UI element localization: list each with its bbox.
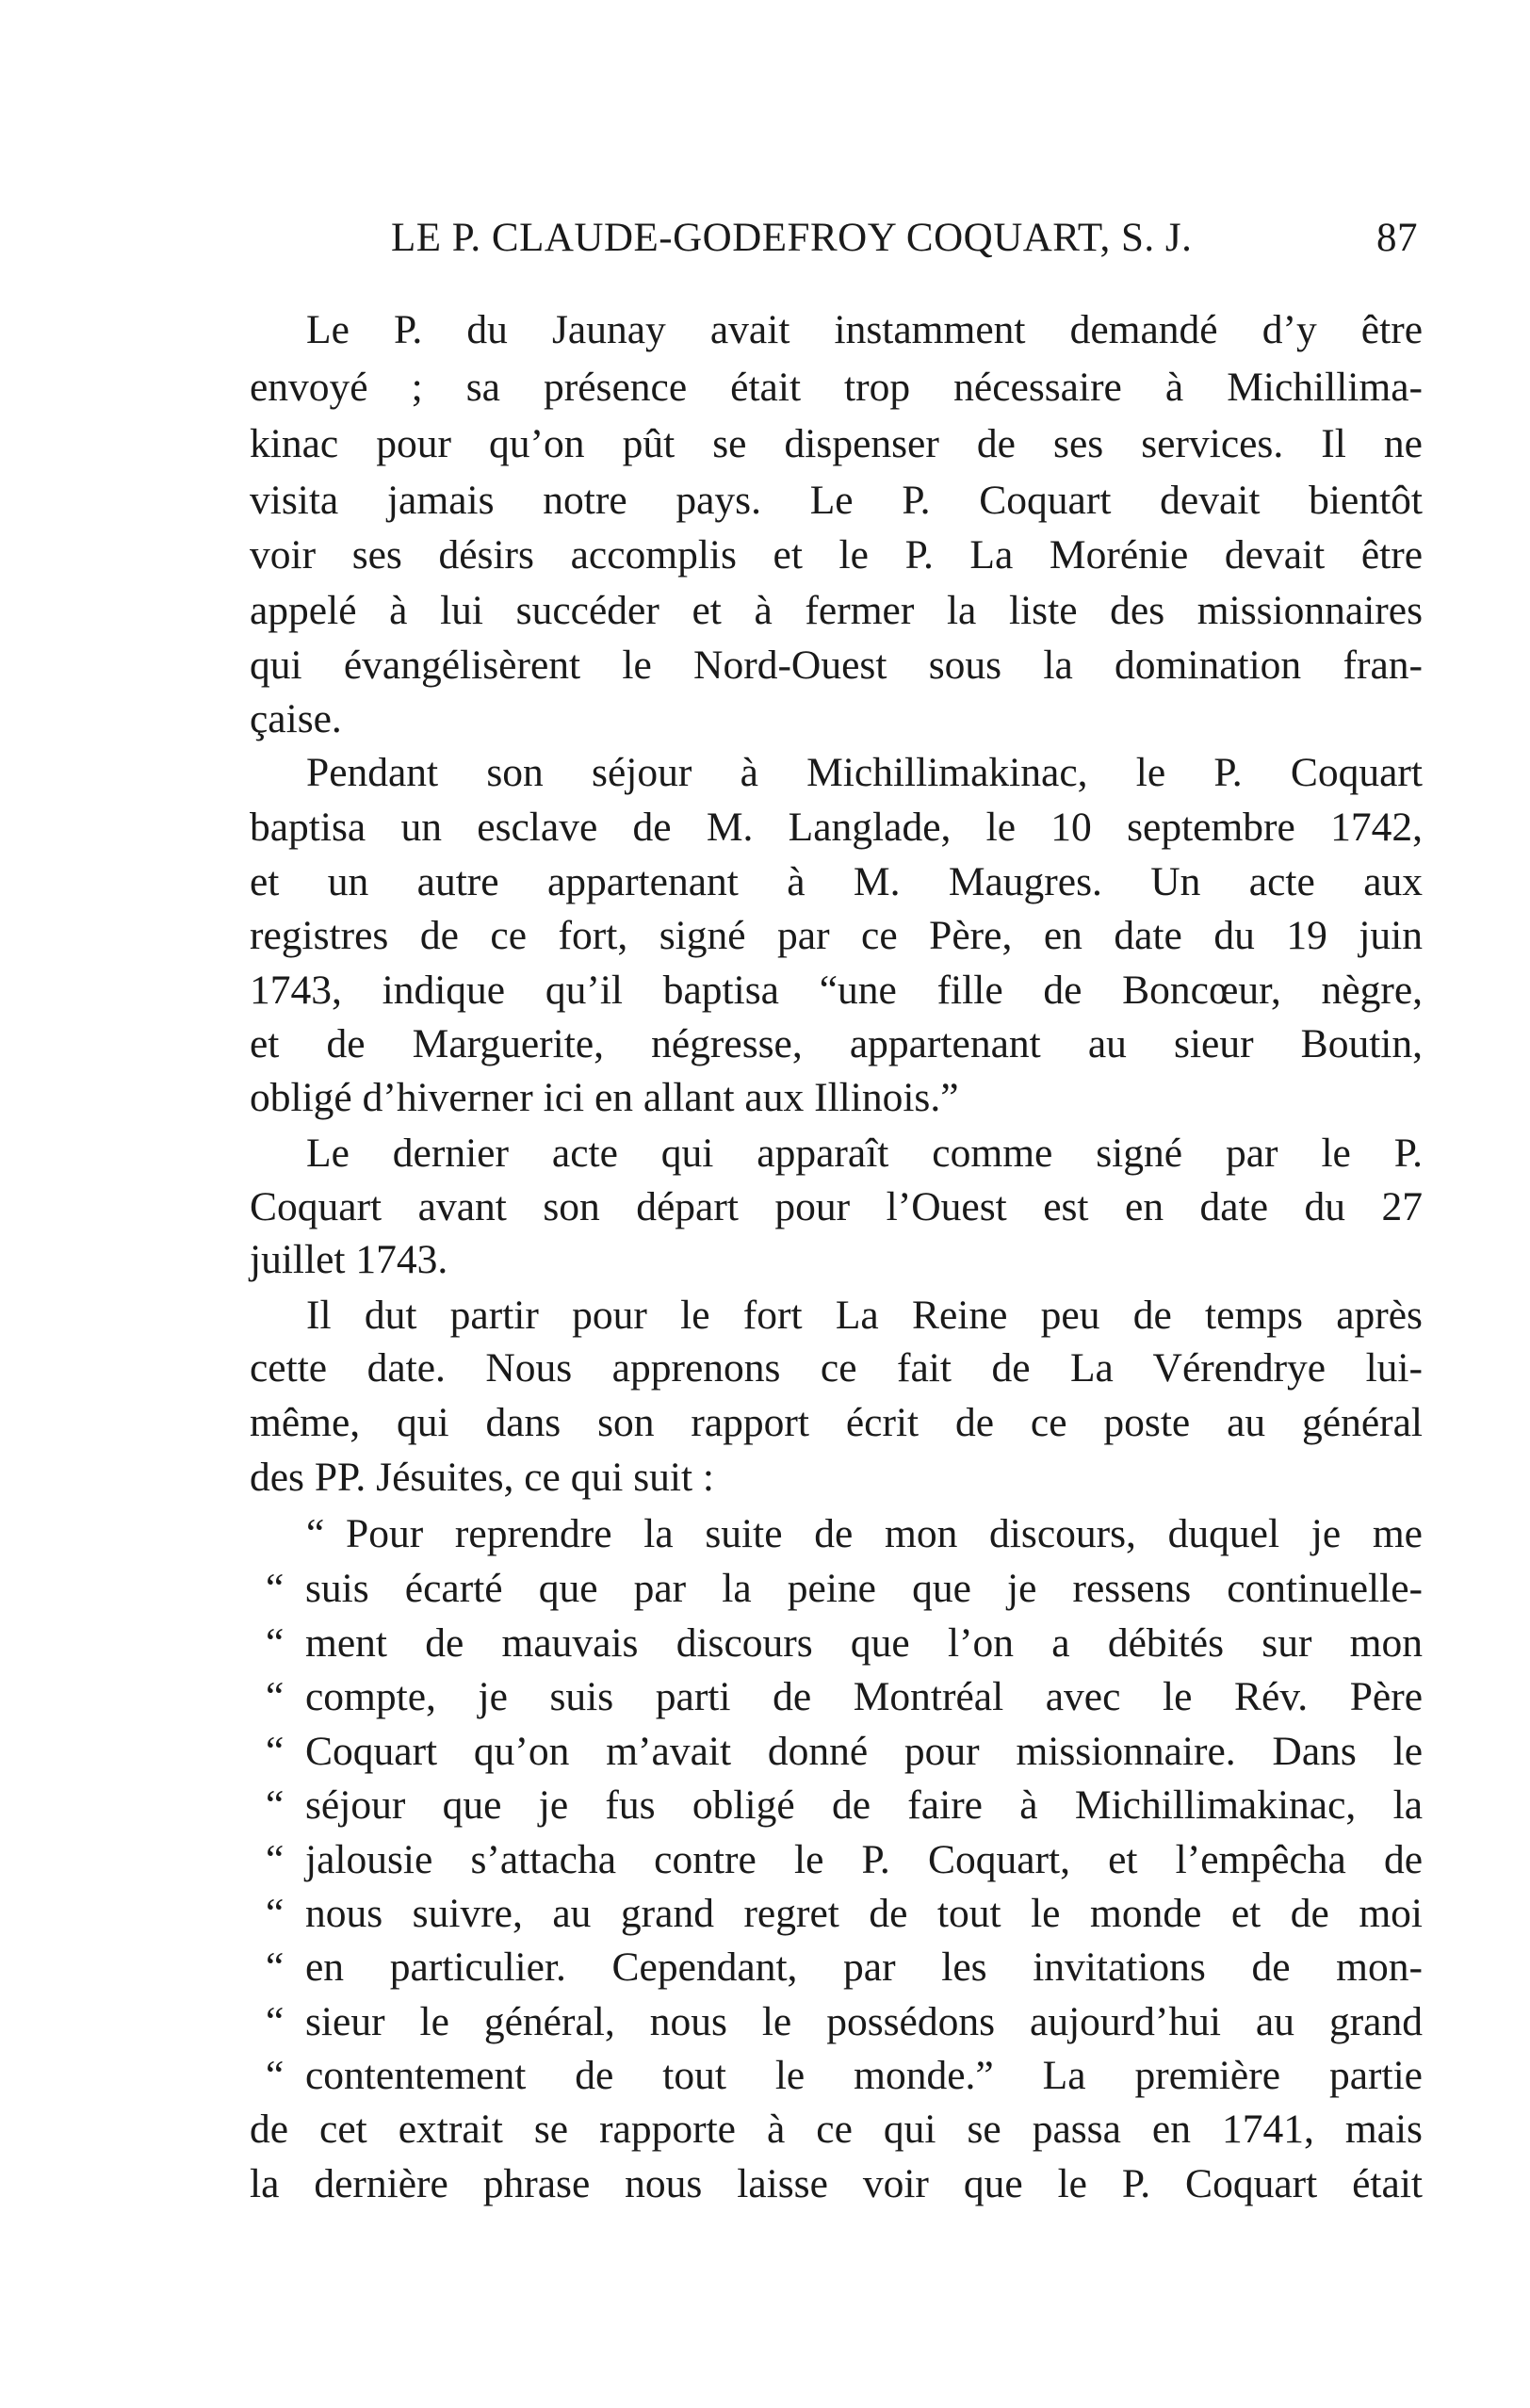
quote-line — [306, 1507, 1423, 1560]
quote-mark: “ — [266, 1674, 285, 1719]
text-line: appelé à lui succéder et à fermer la liste des missionnaires — [250, 588, 1423, 633]
text-line: la dernière phrase nous laisse voir que le P. Coquart était — [250, 2161, 1423, 2206]
text-line: Le P. du Jaunay avait instamment demandé d’y être — [306, 307, 1423, 352]
quote-mark: “ — [266, 1837, 285, 1882]
text-line: Coquart avant son départ pour l’Ouest est en date du 27 — [250, 1184, 1423, 1229]
quote-line — [266, 1670, 1423, 1723]
quote-text: ment de mauvais discours que l’on a débités sur mon — [305, 1620, 1423, 1666]
quote-line — [266, 1941, 1423, 1993]
quote-mark: “ — [266, 2053, 285, 2098]
text-line: des PP. Jésuites, ce qui suit : — [250, 1455, 715, 1500]
quote-mark: “ — [266, 1999, 285, 2044]
quote-text: jalousie s’attacha contre le P. Coquart, et l’empêcha de — [305, 1837, 1423, 1882]
text-line: juillet 1743. — [250, 1237, 448, 1282]
running-head-title: LE P. CLAUDE-GODEFROY COQUART, S. J. — [391, 216, 1193, 260]
text-line: obligé d’hiverner ici en allant aux Illinois.” — [250, 1075, 959, 1120]
quote-mark: “ — [266, 1620, 285, 1666]
text-line: visita jamais notre pays. Le P. Coquart devait bientôt — [250, 478, 1423, 523]
quote-line — [266, 1779, 1423, 1831]
text-line: registres de ce fort, signé par ce Père, en date du 19 juin — [250, 913, 1423, 958]
text-line: même, qui dans son rapport écrit de ce poste au général — [250, 1400, 1423, 1445]
quote-line — [266, 2049, 1423, 2102]
text-line: qui évangélisèrent le Nord-Ouest sous la domination fran- — [250, 643, 1423, 688]
text-line: de cet extrait se rapporte à ce qui se passa en 1741, mais — [250, 2107, 1423, 2152]
quote-text: Pour reprendre la suite de mon discours, duquel je me — [346, 1511, 1423, 1556]
text-line: et un autre appartenant à M. Maugres. Un acte aux — [250, 859, 1423, 904]
text-line: 1743, indique qu’il baptisa “une fille de Boncœur, nègre, — [250, 968, 1423, 1013]
quote-mark: “ — [266, 1566, 285, 1611]
text-line: Le dernier acte qui apparaît comme signé par le P. — [306, 1131, 1423, 1176]
quote-mark: “ — [266, 1944, 285, 1990]
quote-text: suis écarté que par la peine que je ressens continuelle- — [305, 1566, 1423, 1611]
quote-text: séjour que je fus obligé de faire à Michillimakinac, la — [305, 1782, 1423, 1828]
text-line: Il dut partir pour le fort La Reine peu de temps après — [306, 1293, 1423, 1338]
text-line: baptisa un esclave de M. Langlade, le 10 septembre 1742, — [250, 805, 1423, 850]
quote-line — [266, 1887, 1423, 1940]
quote-text: en particulier. Cependant, par les invitations de mon- — [305, 1944, 1423, 1990]
text-line: cette date. Nous apprenons ce fait de La Vérendrye lui- — [250, 1345, 1423, 1391]
quote-mark: “ — [306, 1511, 325, 1556]
quote-mark: “ — [266, 1891, 285, 1936]
quote-line — [266, 1995, 1423, 2048]
text-line: voir ses désirs accomplis et le P. La Morénie devait être — [250, 532, 1423, 578]
text-line: çaise. — [250, 696, 342, 741]
text-line: envoyé ; sa présence était trop nécessaire à Michillima- — [250, 365, 1423, 410]
quote-text: contentement de tout le monde.” La première partie — [305, 2053, 1423, 2098]
quote-text: compte, je suis parti de Montréal avec le Rév. Père — [305, 1674, 1423, 1719]
text-line: Pendant son séjour à Michillimakinac, le P. Coquart — [306, 750, 1423, 795]
quote-line — [266, 1833, 1423, 1886]
text-line: et de Marguerite, négresse, appartenant au sieur Boutin, — [250, 1021, 1423, 1066]
page-number: 87 — [1376, 216, 1418, 260]
quote-text: Coquart qu’on m’avait donné pour missionnaire. Dans le — [305, 1729, 1423, 1774]
quote-text: nous suivre, au grand regret de tout le monde et de moi — [305, 1891, 1423, 1936]
running-head — [250, 215, 1418, 271]
quote-line — [266, 1562, 1423, 1615]
quote-line — [266, 1725, 1423, 1778]
text-line: kinac pour qu’on pût se dispenser de ses services. Il ne — [250, 421, 1423, 466]
quote-text: sieur le général, nous le possédons aujourd’hui au grand — [305, 1999, 1423, 2044]
quote-mark: “ — [266, 1729, 285, 1774]
quote-line — [266, 1617, 1423, 1669]
quote-mark: “ — [266, 1782, 285, 1828]
